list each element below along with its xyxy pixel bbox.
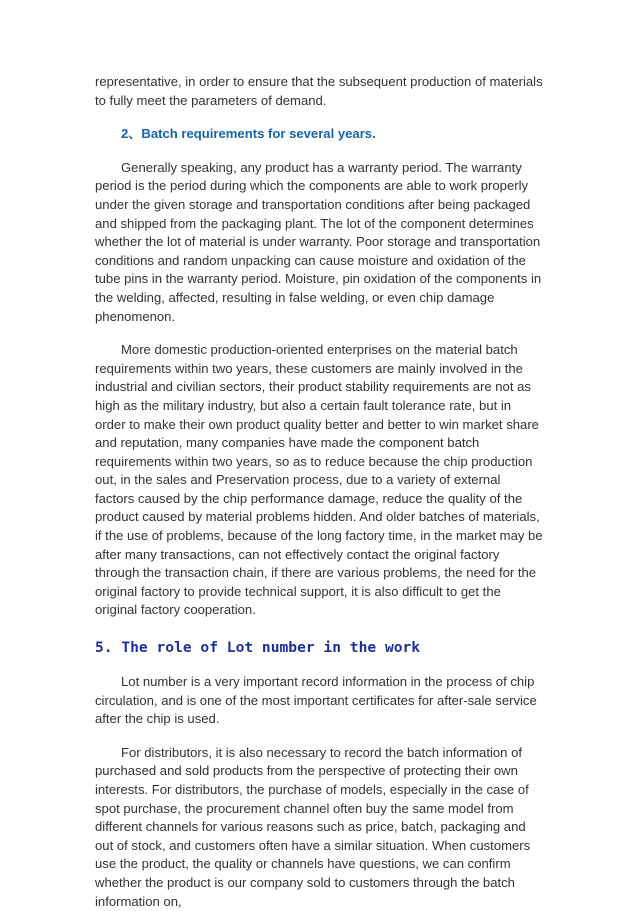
domestic-enterprises-paragraph: More domestic production-oriented enterprises on the material batch requirements within two years, these customers are mainly involved in the industrial and civilian sectors, their product stability requirements are not as high as the military industry, but also a certain fault tolerance rate, but in order to make their own product quality better and better to win market share and reputation, many companies have made the component batch requirements within two years, so as to reduce because the chip production out, in the sales and Preservation process, due to a variety of external factors caused by the chip performance damage, reduce the quality of the product caused by material problems hidden. And older batches of materials, if the use of problems, because of the long factory time, in the market may be after many transactions, can not effectively contact the original factory through the transaction chain, if there are various problems, the need for the original factory to provide technical support, it is also difficult to get the original factory cooperation.: [95, 342, 543, 618]
lot-number-paragraph: Lot number is a very important record information in the process of chip circulation, and is one of the most important certificates for after-sale service after the chip is used.: [95, 674, 537, 727]
batch-requirements-subheading: 2、Batch requirements for several years.: [121, 126, 376, 142]
document-page: [95, 73, 543, 911]
distributors-paragraph: For distributors, it is also necessary to record the batch information of purchased and sold products from the perspective of protecting their own interests. For distributors, the purchase of models, especially in the case of spot purchase, the procurement channel often buy the same model from different channels for various reasons such as price, batch, packaging and out of stock, and customers often have a similar situation. When customers use the product, the quality or channels have questions, we can confirm whether the product is our company sold to customers through the batch information on,: [95, 744, 531, 909]
intro-paragraph: representative, in order to ensure that the subsequent production of materials to fully meet the parameters of demand.: [95, 74, 543, 108]
warranty-paragraph: Generally speaking, any product has a warranty period. The warranty period is the period during which the components are able to work properly under the given storage and transportation conditions after being packaged and shipped from the packaging plant. The lot of the component determines whether the lot of material is under warranty. Poor storage and transportation conditions and random unpacking can cause moisture and oxidation of the tube pins in the warranty period. Moisture, pin oxidation of the components in the welding, affected, resulting in false welding, or even chip damage phenomenon.: [95, 159, 542, 324]
lot-number-role-heading: 5. The role of Lot number in the work: [95, 639, 421, 657]
